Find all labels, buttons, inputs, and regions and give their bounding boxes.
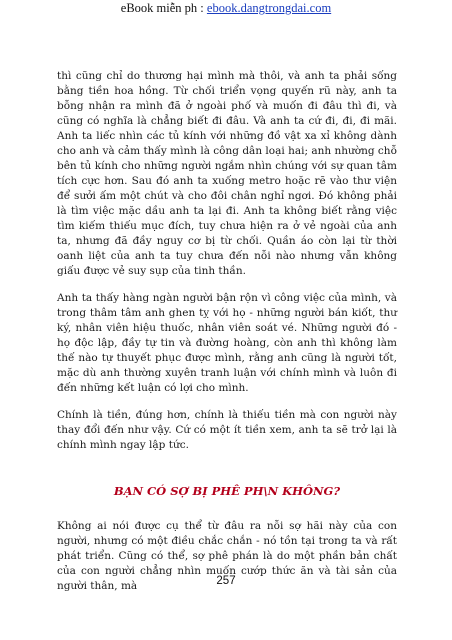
page-header bbox=[0, 0, 452, 16]
body-paragraph-3: Chính là tiền, đúng hơn, chính là thiếu tiền mà con người này thay đổi đến như vậy. Cứ có một ít tiền xem, anh ta sẽ trở lại là chính mình ngay lập tức. bbox=[57, 409, 397, 451]
header-prefix: eBook miễn ph : bbox=[120, 1, 207, 15]
header-site-link[interactable]: ebook.dangtrongdai.com bbox=[206, 1, 332, 15]
body-paragraph-2: Anh ta thấy hàng ngàn người bận rộn vì công việc của mình, và trong thâm tâm anh ghen tỵ với họ - những người bán kiốt, thư ký, nhân viên hiệu thuốc, nhân viên soát vé. Những người đó - họ độc lập, đầy tự tin và đường hoàng, còn anh thì không làm thế nào tự thuyết phục được mình, rằng anh cũng là người tốt, mặc dù anh thường xuyên tranh luận với chính mình và luôn đi đến những kết luận có lợi cho mình. bbox=[57, 292, 397, 394]
section-title: BẠN CÓ SỢ BỊ PHÊ PH\N KHÔNG? bbox=[113, 484, 341, 498]
page-content bbox=[57, 69, 397, 606]
body-paragraph-1: thì cũng chỉ do thương hại mình mà thôi, và anh ta phải sống bằng tiền hoa hồng. Từ chối triển vọng quyến rũ này, anh ta bỗng nhận ra mình đã ở ngoài phố và muốn đi đâu thì đi, và cũng có nghĩa là chẳng biết đi đâu. Và anh ta cứ đi, đi, đi mãi. Anh ta liếc nhìn các tủ kính với những đồ vật xa xỉ không dành cho anh và cảm thấy mình là công dân loại hai; anh nhường chỗ bên tủ kính cho những người ngắm nhìn chúng với sự quan tâm tích cực hơn. Sau đó anh ta xuống metro hoặc rẽ vào thư viện để sưởi ấm một chút và cho đôi chân nghỉ ngơi. Đó không phải là tìm việc mặc dầu anh ta lại đi. Anh ta không biết rằng việc tìm kiếm thiếu mục đích, tuy chưa hiện ra ở vẻ ngoài của anh ta, nhưng đã đầy nguy cơ bị từ chối. Quần áo còn lại từ thời oanh liệt của anh ta tuy chưa đến nỗi nào nhưng vẫn không giấu được vẻ suy sụp của tinh thần. bbox=[57, 70, 397, 277]
page-number: 257 bbox=[216, 575, 236, 587]
body-paragraph-4: Không ai nói được cụ thể từ đâu ra nỗi sợ hãi này của con người, nhưng có một điều chắc chắn - nó tồn tại trong ta và rất phát triển. Cũng có thể, sợ phê phán là do một phần bản chất của con người chẳng nhìn muốn cướp thức ăn và tài sản của người thân, mà bbox=[57, 520, 397, 592]
